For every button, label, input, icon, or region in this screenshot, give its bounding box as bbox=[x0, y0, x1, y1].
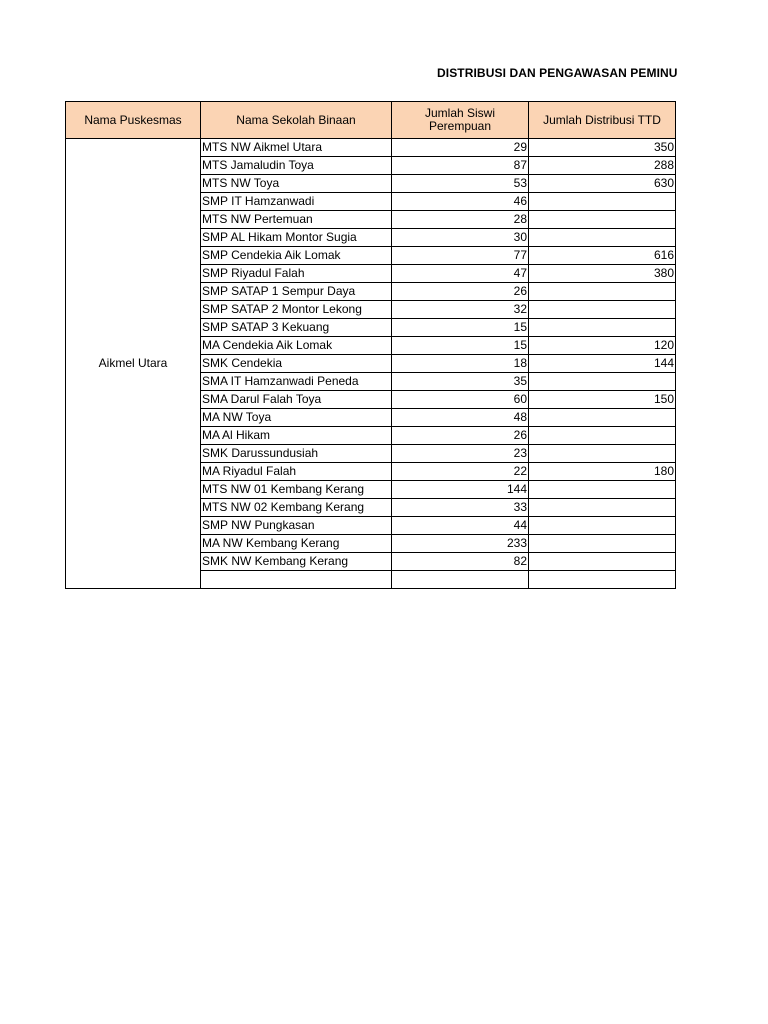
ttd-count-cell bbox=[529, 409, 676, 427]
siswi-count-cell: 18 bbox=[392, 355, 529, 373]
ttd-count-cell: 120 bbox=[529, 337, 676, 355]
table-row bbox=[66, 139, 676, 157]
school-name-cell: SMP SATAP 2 Montor Lekong bbox=[201, 301, 392, 319]
siswi-count-cell: 82 bbox=[392, 553, 529, 571]
siswi-count-cell: 33 bbox=[392, 499, 529, 517]
table-body bbox=[66, 139, 676, 589]
siswi-count-cell: 32 bbox=[392, 301, 529, 319]
school-name-cell: MA Al Hikam bbox=[201, 427, 392, 445]
school-name-cell: MTS NW Pertemuan bbox=[201, 211, 392, 229]
siswi-count-cell: 15 bbox=[392, 337, 529, 355]
school-name-cell: SMP NW Pungkasan bbox=[201, 517, 392, 535]
ttd-count-cell bbox=[529, 499, 676, 517]
siswi-count-cell: 26 bbox=[392, 427, 529, 445]
school-name-cell: SMP SATAP 3 Kekuang bbox=[201, 319, 392, 337]
school-name-cell: MTS Jamaludin Toya bbox=[201, 157, 392, 175]
ttd-count-cell bbox=[529, 319, 676, 337]
ttd-count-cell bbox=[529, 427, 676, 445]
ttd-count-cell bbox=[529, 373, 676, 391]
school-name-cell: SMP AL Hikam Montor Sugia bbox=[201, 229, 392, 247]
school-name-cell: SMP Cendekia Aik Lomak bbox=[201, 247, 392, 265]
ttd-count-cell bbox=[529, 481, 676, 499]
ttd-count-cell bbox=[529, 445, 676, 463]
school-name-cell: SMK Darussundusiah bbox=[201, 445, 392, 463]
school-name-cell: SMP SATAP 1 Sempur Daya bbox=[201, 283, 392, 301]
siswi-count-cell: 26 bbox=[392, 283, 529, 301]
school-name-cell: SMA IT Hamzanwadi Peneda bbox=[201, 373, 392, 391]
school-name-cell: SMK NW Kembang Kerang bbox=[201, 553, 392, 571]
school-name-cell: MTS NW 01 Kembang Kerang bbox=[201, 481, 392, 499]
ttd-count-cell bbox=[529, 229, 676, 247]
ttd-count-cell bbox=[529, 211, 676, 229]
school-name-cell: MA NW Toya bbox=[201, 409, 392, 427]
ttd-count-cell: 616 bbox=[529, 247, 676, 265]
school-name-cell: MTS NW 02 Kembang Kerang bbox=[201, 499, 392, 517]
siswi-count-cell: 23 bbox=[392, 445, 529, 463]
ttd-count-cell: 380 bbox=[529, 265, 676, 283]
school-name-cell: MA Cendekia Aik Lomak bbox=[201, 337, 392, 355]
siswi-count-cell: 60 bbox=[392, 391, 529, 409]
siswi-count-cell: 29 bbox=[392, 139, 529, 157]
ttd-count-cell: 144 bbox=[529, 355, 676, 373]
ttd-count-cell: 180 bbox=[529, 463, 676, 481]
ttd-count-cell bbox=[529, 283, 676, 301]
ttd-count-cell: 350 bbox=[529, 139, 676, 157]
school-name-cell bbox=[201, 571, 392, 589]
header-siswi: Jumlah Siswi Perempuan bbox=[392, 102, 529, 139]
siswi-count-cell: 77 bbox=[392, 247, 529, 265]
siswi-count-cell: 22 bbox=[392, 463, 529, 481]
header-ttd: Jumlah Distribusi TTD bbox=[529, 102, 676, 139]
ttd-count-cell: 150 bbox=[529, 391, 676, 409]
siswi-count-cell bbox=[392, 571, 529, 589]
siswi-count-cell: 48 bbox=[392, 409, 529, 427]
siswi-count-cell: 15 bbox=[392, 319, 529, 337]
ttd-count-cell bbox=[529, 535, 676, 553]
siswi-count-cell: 53 bbox=[392, 175, 529, 193]
siswi-count-cell: 28 bbox=[392, 211, 529, 229]
ttd-count-cell bbox=[529, 571, 676, 589]
siswi-count-cell: 47 bbox=[392, 265, 529, 283]
ttd-count-cell bbox=[529, 301, 676, 319]
school-name-cell: MA Riyadul Falah bbox=[201, 463, 392, 481]
school-name-cell: MTS NW Toya bbox=[201, 175, 392, 193]
siswi-count-cell: 144 bbox=[392, 481, 529, 499]
school-name-cell: MA NW Kembang Kerang bbox=[201, 535, 392, 553]
school-name-cell: SMP Riyadul Falah bbox=[201, 265, 392, 283]
ttd-count-cell: 630 bbox=[529, 175, 676, 193]
header-puskesmas: Nama Puskesmas bbox=[66, 102, 201, 139]
school-name-cell: SMA Darul Falah Toya bbox=[201, 391, 392, 409]
siswi-count-cell: 46 bbox=[392, 193, 529, 211]
school-name-cell: SMK Cendekia bbox=[201, 355, 392, 373]
school-name-cell: MTS NW Aikmel Utara bbox=[201, 139, 392, 157]
siswi-count-cell: 233 bbox=[392, 535, 529, 553]
siswi-count-cell: 87 bbox=[392, 157, 529, 175]
puskesmas-cell: Aikmel Utara bbox=[66, 139, 201, 589]
page-title: DISTRIBUSI DAN PENGAWASAN PEMINU bbox=[437, 66, 678, 80]
school-name-cell: SMP IT Hamzanwadi bbox=[201, 193, 392, 211]
siswi-count-cell: 30 bbox=[392, 229, 529, 247]
ttd-count-cell bbox=[529, 553, 676, 571]
ttd-count-cell bbox=[529, 517, 676, 535]
distribution-table bbox=[65, 101, 676, 589]
table-header-row bbox=[66, 102, 676, 139]
header-sekolah: Nama Sekolah Binaan bbox=[201, 102, 392, 139]
ttd-count-cell: 288 bbox=[529, 157, 676, 175]
ttd-count-cell bbox=[529, 193, 676, 211]
siswi-count-cell: 44 bbox=[392, 517, 529, 535]
siswi-count-cell: 35 bbox=[392, 373, 529, 391]
